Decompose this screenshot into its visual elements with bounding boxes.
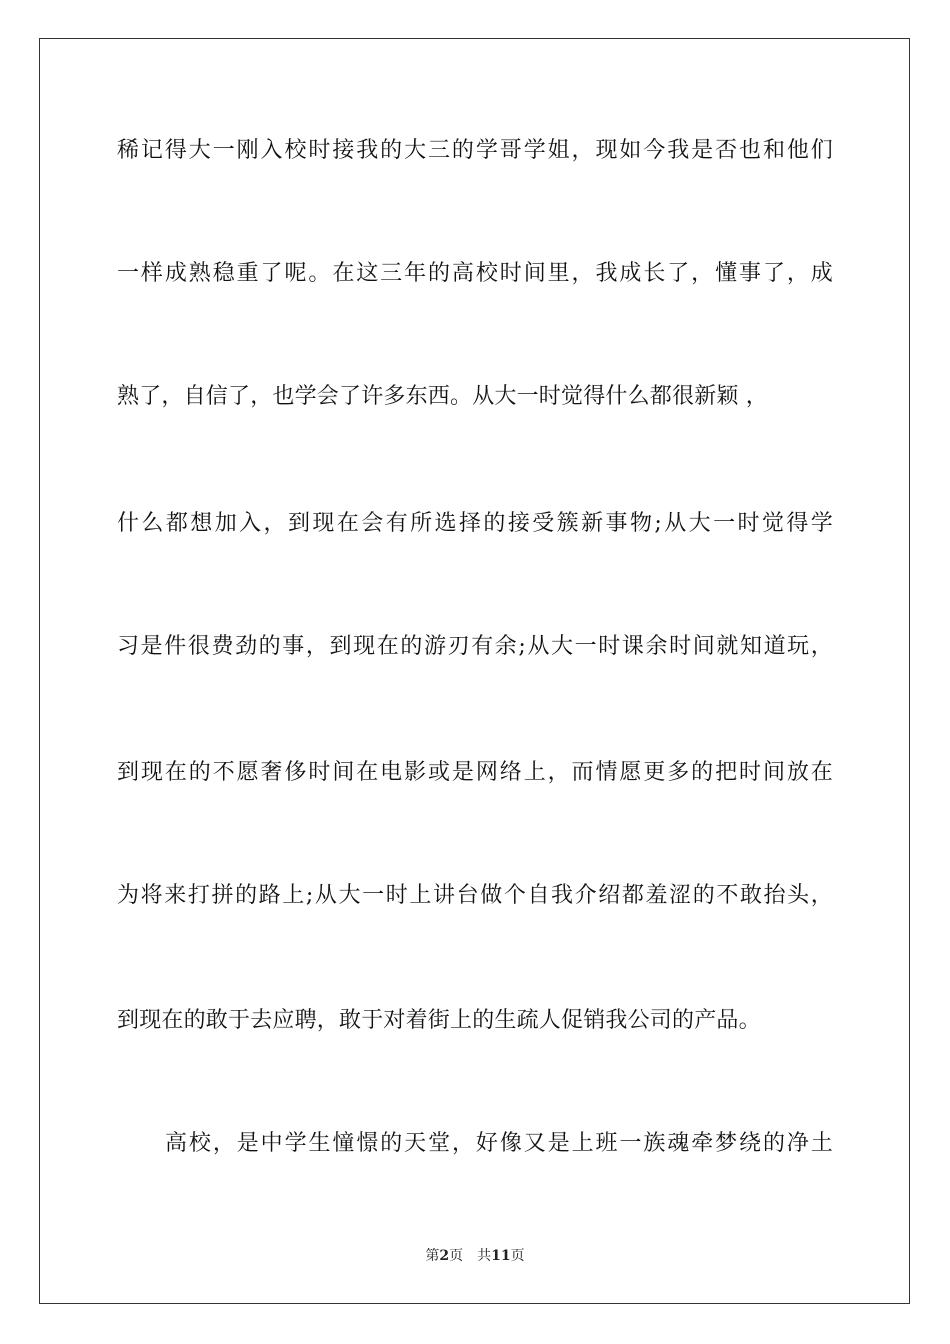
body-line-8: 到现在的敢于去应聘，敢于对着街上的生疏人促销我公司的产品。 <box>117 1008 761 1033</box>
body-line-2: 一样成熟稳重了呢。在这三年的高校时间里，我成长了，懂事了，成 <box>117 261 833 286</box>
footer-page-number: 2 <box>439 1248 450 1264</box>
body-line-6: 到现在的不愿奢侈时间在电影或是网络上，而情愿更多的把时间放在 <box>117 760 833 785</box>
body-line-1: 稀记得大一刚入校时接我的大三的学哥学姐，现如今我是否也和他们 <box>117 138 833 163</box>
body-line-3: 熟了，自信了，也学会了许多东西。从大一时觉得什么都很新颖 ， <box>117 384 768 409</box>
body-line-9-paragraph-start: 高校，是中学生憧憬的天堂，好像又是上班一族魂牵梦绕的净土 <box>165 1131 833 1156</box>
footer-page-prefix: 第 <box>425 1248 440 1264</box>
body-line-4: 什么都想加入，到现在会有所选择的接受簇新事物;从大一时觉得学 <box>117 511 833 536</box>
footer-total-suffix: 页 <box>510 1248 525 1264</box>
footer-total-prefix: 共 <box>477 1248 492 1264</box>
body-line-5: 习是件很费劲的事，到现在的游刃有余;从大一时课余时间就知道玩， <box>117 634 833 659</box>
footer-page-suffix: 页 <box>449 1248 464 1264</box>
page-footer <box>0 1246 950 1266</box>
body-line-7: 为将来打拼的路上;从大一时上讲台做个自我介绍都羞涩的不敢抬头， <box>117 883 833 908</box>
page-border <box>39 38 910 1304</box>
footer-total-number: 11 <box>491 1248 511 1264</box>
